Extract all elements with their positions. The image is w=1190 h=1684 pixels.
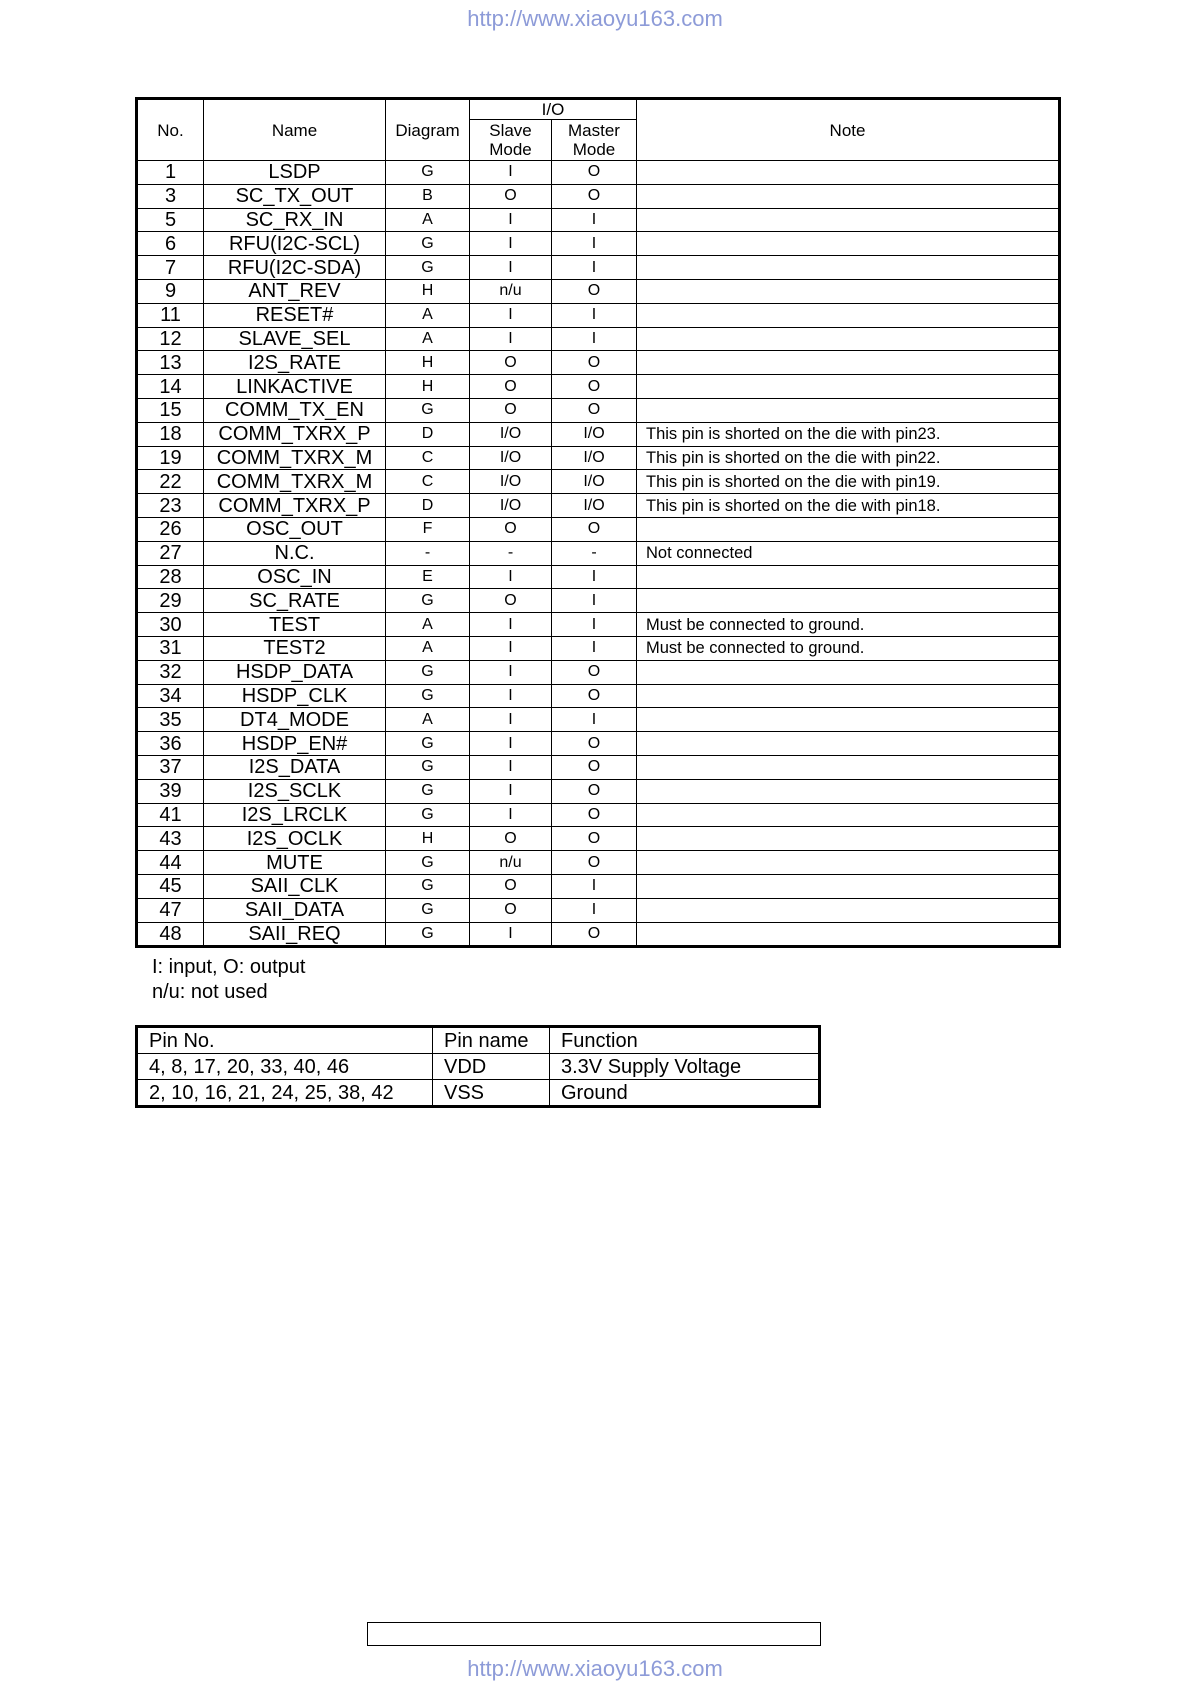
cell-note <box>637 208 1060 232</box>
cell-name: SC_RX_IN <box>204 208 386 232</box>
cell-no: 47 <box>137 898 204 922</box>
cell-master-mode: O <box>552 184 637 208</box>
table-row <box>137 779 1060 803</box>
header-io: I/O <box>470 99 637 120</box>
table-row <box>137 208 1060 232</box>
cell-slave-mode: O <box>470 375 552 399</box>
table-row <box>137 422 1060 446</box>
cell-diagram: G <box>386 755 470 779</box>
cell-no: 28 <box>137 565 204 589</box>
cell-no: 23 <box>137 494 204 518</box>
cell-master-mode: I <box>552 565 637 589</box>
cell-no: 44 <box>137 851 204 875</box>
cell-no: 36 <box>137 732 204 756</box>
cell-no: 27 <box>137 541 204 565</box>
cell-no: 41 <box>137 803 204 827</box>
cell-master-mode: I <box>552 636 637 660</box>
cell-note <box>637 755 1060 779</box>
cell-diagram: G <box>386 232 470 256</box>
cell-note <box>637 589 1060 613</box>
cell-name: I2S_RATE <box>204 351 386 375</box>
header-no: No. <box>137 99 204 161</box>
cell-name: RFU(I2C-SCL) <box>204 232 386 256</box>
cell-no: 6 <box>137 232 204 256</box>
cell-slave-mode: I <box>470 660 552 684</box>
cell-pin-name: VDD <box>433 1054 550 1080</box>
cell-master-mode: I/O <box>552 494 637 518</box>
cell-diagram: D <box>386 422 470 446</box>
cell-name: LSDP <box>204 161 386 185</box>
cell-diagram: A <box>386 636 470 660</box>
table-row <box>137 232 1060 256</box>
cell-name: I2S_OCLK <box>204 827 386 851</box>
cell-no: 14 <box>137 375 204 399</box>
cell-name: DT4_MODE <box>204 708 386 732</box>
cell-name: COMM_TXRX_P <box>204 494 386 518</box>
pin-table <box>135 97 1061 948</box>
table-row <box>137 1080 820 1107</box>
cell-slave-mode: I <box>470 161 552 185</box>
cell-master-mode: I <box>552 589 637 613</box>
cell-diagram: H <box>386 375 470 399</box>
cell-slave-mode: I <box>470 232 552 256</box>
cell-master-mode: I <box>552 898 637 922</box>
cell-name: HSDP_DATA <box>204 660 386 684</box>
table-row <box>137 755 1060 779</box>
cell-no: 3 <box>137 184 204 208</box>
table-row <box>137 898 1060 922</box>
cell-no: 15 <box>137 398 204 422</box>
table-row <box>137 470 1060 494</box>
cell-note <box>637 660 1060 684</box>
cell-note <box>637 398 1060 422</box>
cell-diagram: D <box>386 494 470 518</box>
cell-note <box>637 256 1060 280</box>
cell-note <box>637 851 1060 875</box>
cell-diagram: H <box>386 351 470 375</box>
cell-diagram: H <box>386 279 470 303</box>
table-row <box>137 517 1060 541</box>
cell-master-mode: I <box>552 874 637 898</box>
cell-name: OSC_OUT <box>204 517 386 541</box>
cell-diagram: B <box>386 184 470 208</box>
cell-master-mode: O <box>552 803 637 827</box>
cell-diagram: G <box>386 898 470 922</box>
cell-function: 3.3V Supply Voltage <box>550 1054 820 1080</box>
cell-note <box>637 517 1060 541</box>
cell-slave-mode: I <box>470 732 552 756</box>
cell-master-mode: I/O <box>552 470 637 494</box>
cell-master-mode: O <box>552 684 637 708</box>
cell-diagram: G <box>386 660 470 684</box>
header-pin-no: Pin No. <box>137 1027 433 1054</box>
cell-note <box>637 779 1060 803</box>
cell-note <box>637 279 1060 303</box>
cell-master-mode: O <box>552 375 637 399</box>
footer-url[interactable]: http://www.xiaoyu163.com <box>467 1656 723 1681</box>
cell-pin-no: 4, 8, 17, 20, 33, 40, 46 <box>137 1054 433 1080</box>
cell-slave-mode: I <box>470 327 552 351</box>
cell-master-mode: O <box>552 851 637 875</box>
cell-diagram: H <box>386 827 470 851</box>
cell-slave-mode: - <box>470 541 552 565</box>
cell-name: TEST <box>204 613 386 637</box>
cell-name: MUTE <box>204 851 386 875</box>
cell-diagram: - <box>386 541 470 565</box>
cell-diagram: G <box>386 803 470 827</box>
cell-name: TEST2 <box>204 636 386 660</box>
cell-no: 12 <box>137 327 204 351</box>
cell-slave-mode: O <box>470 351 552 375</box>
cell-slave-mode: I <box>470 256 552 280</box>
cell-note <box>637 161 1060 185</box>
table-row <box>137 874 1060 898</box>
cell-diagram: G <box>386 732 470 756</box>
table-row <box>137 636 1060 660</box>
cell-note <box>637 351 1060 375</box>
header-master-mode: Master Mode <box>552 120 637 161</box>
table-row <box>137 375 1060 399</box>
cell-name: COMM_TXRX_M <box>204 470 386 494</box>
cell-note <box>637 708 1060 732</box>
table-row <box>137 494 1060 518</box>
cell-slave-mode: I <box>470 755 552 779</box>
cell-note <box>637 375 1060 399</box>
cell-pin-no: 2, 10, 16, 21, 24, 25, 38, 42 <box>137 1080 433 1107</box>
cell-diagram: G <box>386 256 470 280</box>
cell-slave-mode: I <box>470 613 552 637</box>
cell-name: N.C. <box>204 541 386 565</box>
table-row <box>137 446 1060 470</box>
legend-nu: n/u: not used <box>152 981 268 1003</box>
cell-no: 7 <box>137 256 204 280</box>
cell-note: Not connected <box>637 541 1060 565</box>
table-row <box>137 851 1060 875</box>
cell-diagram: A <box>386 613 470 637</box>
cell-master-mode: O <box>552 351 637 375</box>
cell-master-mode: O <box>552 161 637 185</box>
cell-note: Must be connected to ground. <box>637 613 1060 637</box>
cell-diagram: A <box>386 208 470 232</box>
cell-master-mode: O <box>552 922 637 947</box>
cell-slave-mode: I <box>470 708 552 732</box>
table-row <box>137 398 1060 422</box>
cell-no: 39 <box>137 779 204 803</box>
cell-note: This pin is shorted on the die with pin18. <box>637 494 1060 518</box>
cell-pin-name: VSS <box>433 1080 550 1107</box>
cell-no: 1 <box>137 161 204 185</box>
cell-slave-mode: O <box>470 874 552 898</box>
cell-slave-mode: n/u <box>470 851 552 875</box>
table-row <box>137 922 1060 947</box>
header-pin-name: Pin name <box>433 1027 550 1054</box>
cell-note <box>637 827 1060 851</box>
header-note: Note <box>637 99 1060 161</box>
table-row <box>137 327 1060 351</box>
cell-master-mode: O <box>552 398 637 422</box>
cell-slave-mode: I/O <box>470 494 552 518</box>
cell-name: SAII_REQ <box>204 922 386 947</box>
cell-slave-mode: I <box>470 636 552 660</box>
cell-note <box>637 184 1060 208</box>
supply-table <box>135 1025 821 1108</box>
cell-no: 9 <box>137 279 204 303</box>
cell-name: I2S_DATA <box>204 755 386 779</box>
cell-diagram: F <box>386 517 470 541</box>
header-diagram: Diagram <box>386 99 470 161</box>
footer-box <box>367 1622 821 1646</box>
cell-note <box>637 732 1060 756</box>
table-row <box>137 1054 820 1080</box>
cell-no: 43 <box>137 827 204 851</box>
cell-no: 48 <box>137 922 204 947</box>
table-row <box>137 351 1060 375</box>
cell-note <box>637 898 1060 922</box>
cell-slave-mode: O <box>470 827 552 851</box>
table-row <box>137 708 1060 732</box>
cell-slave-mode: O <box>470 898 552 922</box>
table-row <box>137 684 1060 708</box>
cell-slave-mode: O <box>470 589 552 613</box>
cell-note <box>637 565 1060 589</box>
table-row <box>137 161 1060 185</box>
cell-diagram: C <box>386 470 470 494</box>
table-row <box>137 613 1060 637</box>
cell-slave-mode: n/u <box>470 279 552 303</box>
table-row <box>137 303 1060 327</box>
cell-master-mode: I/O <box>552 422 637 446</box>
cell-name: SC_TX_OUT <box>204 184 386 208</box>
pin-table-body <box>137 161 1060 947</box>
cell-slave-mode: I/O <box>470 446 552 470</box>
cell-name: COMM_TX_EN <box>204 398 386 422</box>
cell-no: 22 <box>137 470 204 494</box>
table-row <box>137 184 1060 208</box>
cell-diagram: G <box>386 922 470 947</box>
cell-name: RFU(I2C-SDA) <box>204 256 386 280</box>
cell-no: 5 <box>137 208 204 232</box>
supply-table-body <box>137 1054 820 1107</box>
table-row <box>137 660 1060 684</box>
cell-no: 19 <box>137 446 204 470</box>
cell-name: HSDP_EN# <box>204 732 386 756</box>
cell-note <box>637 327 1060 351</box>
cell-name: COMM_TXRX_P <box>204 422 386 446</box>
cell-no: 13 <box>137 351 204 375</box>
cell-note <box>637 922 1060 947</box>
cell-master-mode: I <box>552 256 637 280</box>
cell-diagram: G <box>386 779 470 803</box>
cell-note <box>637 303 1060 327</box>
cell-note <box>637 684 1060 708</box>
cell-note: This pin is shorted on the die with pin22. <box>637 446 1060 470</box>
cell-name: HSDP_CLK <box>204 684 386 708</box>
cell-diagram: E <box>386 565 470 589</box>
cell-name: I2S_LRCLK <box>204 803 386 827</box>
cell-no: 45 <box>137 874 204 898</box>
cell-note <box>637 232 1060 256</box>
cell-no: 11 <box>137 303 204 327</box>
cell-diagram: G <box>386 589 470 613</box>
cell-slave-mode: O <box>470 398 552 422</box>
legend-io: I: input, O: output <box>152 956 306 978</box>
cell-slave-mode: I <box>470 803 552 827</box>
cell-no: 18 <box>137 422 204 446</box>
cell-slave-mode: I <box>470 565 552 589</box>
cell-master-mode: I <box>552 327 637 351</box>
cell-name: SAII_CLK <box>204 874 386 898</box>
cell-note: This pin is shorted on the die with pin23. <box>637 422 1060 446</box>
cell-name: COMM_TXRX_M <box>204 446 386 470</box>
cell-no: 32 <box>137 660 204 684</box>
cell-master-mode: O <box>552 517 637 541</box>
cell-master-mode: I <box>552 303 637 327</box>
cell-note: This pin is shorted on the die with pin19. <box>637 470 1060 494</box>
cell-name: SC_RATE <box>204 589 386 613</box>
cell-slave-mode: O <box>470 517 552 541</box>
table-row <box>137 565 1060 589</box>
table-row <box>137 589 1060 613</box>
cell-name: SAII_DATA <box>204 898 386 922</box>
cell-no: 37 <box>137 755 204 779</box>
cell-name: RESET# <box>204 303 386 327</box>
cell-slave-mode: I <box>470 922 552 947</box>
cell-slave-mode: I <box>470 208 552 232</box>
table-row <box>137 827 1060 851</box>
cell-diagram: A <box>386 708 470 732</box>
cell-diagram: A <box>386 303 470 327</box>
cell-slave-mode: O <box>470 184 552 208</box>
table-row <box>137 541 1060 565</box>
cell-no: 29 <box>137 589 204 613</box>
header-slave-mode: Slave Mode <box>470 120 552 161</box>
header-function: Function <box>550 1027 820 1054</box>
cell-master-mode: - <box>552 541 637 565</box>
cell-no: 26 <box>137 517 204 541</box>
table-row <box>137 279 1060 303</box>
cell-master-mode: I <box>552 613 637 637</box>
table-row <box>137 803 1060 827</box>
table-row <box>137 256 1060 280</box>
header-name: Name <box>204 99 386 161</box>
cell-master-mode: O <box>552 660 637 684</box>
cell-function: Ground <box>550 1080 820 1107</box>
cell-master-mode: I <box>552 208 637 232</box>
cell-master-mode: I <box>552 232 637 256</box>
cell-name: LINKACTIVE <box>204 375 386 399</box>
cell-master-mode: I/O <box>552 446 637 470</box>
cell-slave-mode: I/O <box>470 422 552 446</box>
cell-name: OSC_IN <box>204 565 386 589</box>
cell-diagram: A <box>386 327 470 351</box>
cell-diagram: C <box>386 446 470 470</box>
cell-no: 34 <box>137 684 204 708</box>
cell-diagram: G <box>386 398 470 422</box>
cell-name: ANT_REV <box>204 279 386 303</box>
cell-slave-mode: I <box>470 303 552 327</box>
table-row <box>137 732 1060 756</box>
cell-master-mode: O <box>552 779 637 803</box>
cell-master-mode: O <box>552 732 637 756</box>
cell-diagram: G <box>386 684 470 708</box>
cell-diagram: G <box>386 851 470 875</box>
cell-master-mode: O <box>552 279 637 303</box>
cell-master-mode: O <box>552 755 637 779</box>
cell-slave-mode: I/O <box>470 470 552 494</box>
cell-name: I2S_SCLK <box>204 779 386 803</box>
cell-name: SLAVE_SEL <box>204 327 386 351</box>
cell-note <box>637 803 1060 827</box>
cell-no: 35 <box>137 708 204 732</box>
cell-diagram: G <box>386 161 470 185</box>
cell-master-mode: I <box>552 708 637 732</box>
cell-master-mode: O <box>552 827 637 851</box>
cell-note: Must be connected to ground. <box>637 636 1060 660</box>
cell-slave-mode: I <box>470 779 552 803</box>
cell-diagram: G <box>386 874 470 898</box>
cell-slave-mode: I <box>470 684 552 708</box>
header-url[interactable]: http://www.xiaoyu163.com <box>467 6 723 31</box>
cell-no: 30 <box>137 613 204 637</box>
cell-no: 31 <box>137 636 204 660</box>
cell-note <box>637 874 1060 898</box>
